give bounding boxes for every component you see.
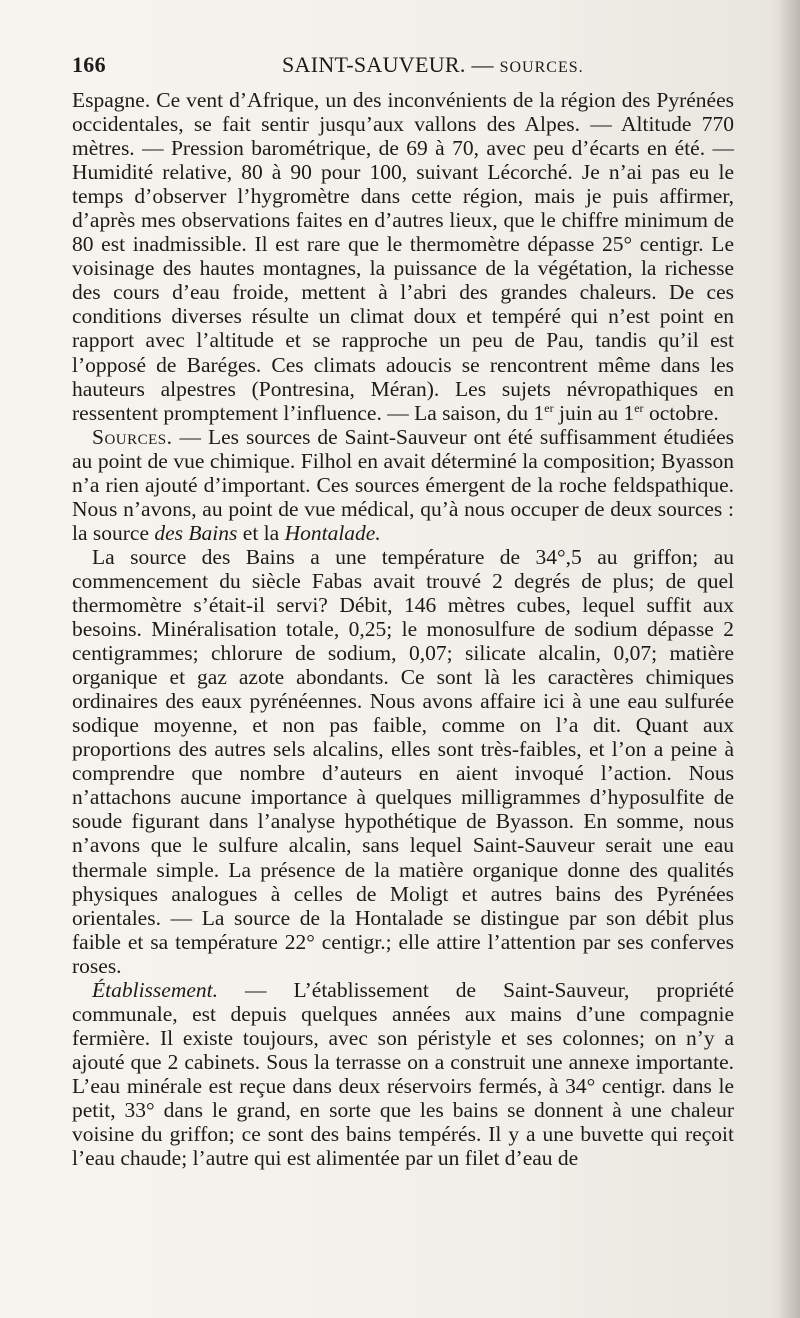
- section-lead-sources: Sources.: [92, 424, 173, 449]
- paragraph-climate-mid: juin au 1: [553, 400, 635, 425]
- paragraph-sources-text: — Les sources de Saint-Sauveur ont été suffisamment étudiées au point de vue chimique. Filhol en avait déterminé la composition; Byasson n’a rien ajouté d’important. Ces sources émergent de la roche feldspathique. Nous n’avons, au point de vue médical, qu’à nous occuper de deux sources : la source: [72, 424, 734, 545]
- paragraph-climate-end: octobre.: [643, 400, 719, 425]
- page-header: [72, 52, 732, 86]
- ordinal-sup: er: [544, 400, 554, 415]
- paragraph-sources-conj: et la: [237, 520, 285, 545]
- paragraph-etablissement: [72, 978, 734, 1170]
- running-section: SOURCES.: [499, 59, 584, 76]
- page-number: 166: [72, 52, 106, 77]
- paragraph-source-bains: La source des Bains a une température de 34°,5 au griffon; au commencement du siècle Fabas avait trouvé 2 degrés de plus; de quel thermomètre s’était-il servi? Débit, 146 mètres cubes, lequel suffit aux besoins. Minéralisation totale, 0,25; le monosulfure de sodium dépasse 2 centigrammes; chlorure de sodium, 0,07; silicate alcalin, 0,07; matière organique et gaz azote abondants. Ce sont là les caractères chimiques ordinaires des eaux pyrénéennes. Nous avons affaire ici à une eau sulfurée sodique moyenne, et non pas faible, comme on l’a dit. Quant aux proportions des autres sels alcalins, elles sont très-faibles, et l’on a peine à comprendre que nombre d’auteurs en aient invoqué l’action. Nous n’attachons aucune importance à quelques milligrammes d’hyposulfite de soude figurant dans l’analyse hypothétique de Byasson. En somme, nous n’avons que le sulfure alcalin, sans lequel Saint-Sauveur serait une eau thermale simple. La présence de la matière organique donne des qualités physiques analogues à celles de Moligt et autres bains des Pyrénées orientales. — La source de la Hontalade se distingue par son débit plus faible et sa température 22° centigr.; elle attire l’attention par ses conferves roses.: [72, 544, 734, 978]
- body-text: [72, 88, 734, 1170]
- source-name-hontalade: Hontalade.: [284, 520, 381, 545]
- paragraph-sources: [72, 425, 734, 545]
- paragraph-climate-text: Espagne. Ce vent d’Afrique, un des inconvénients de la région des Pyrénées occidentales, se fait sentir jusqu’aux vallons des Alpes. — Altitude 770 mètres. — Pression barométrique, de 69 à 70, avec peu d’écarts en été. — Humidité relative, 80 à 90 pour 100, suivant Lécorché. Je n’ai pas eu le temps d’observer l’hygromètre dans cette région, mais je puis affirmer, d’après mes observations faites en d’autres lieux, que le chiffre minimum de 80 est inadmissible. Il est rare que le thermomètre dépasse 25° centigr. Le voisinage des hautes montagnes, la puissance de la végétation, la richesse des cours d’eau froide, mettent à l’abri des grandes chaleurs. De ces conditions diverses résulte un climat doux et tempéré qui n’est point en rapport avec l’altitude et se rapproche un peu de Pau, tandis qu’il est l’opposé de Baréges. Ces climats adoucis se rencontrent même dans les hauteurs alpestres (Pontresina, Méran). Les sujets névropathiques en ressentent promptement l’influence. — La saison, du 1: [72, 88, 734, 425]
- page-gutter-shadow: [778, 0, 800, 1318]
- section-lead-etablissement: Établissement.: [92, 977, 218, 1002]
- ordinal-sup: er: [634, 400, 644, 415]
- paragraph-etablissement-text: — L’établissement de Saint-Sauveur, propriété communale, est depuis quelques années aux mains d’une compagnie fermière. Il existe toujours, avec son péristyle et ses colonnes; on n’y a ajouté que 2 cabinets. Sous la terrasse on a construit une annexe importante. L’eau minérale est reçue dans deux réservoirs fermés, à 34° centigr. dans le petit, 33° dans le grand, en sorte que les bains se donnent à une chaleur voisine du griffon; ce sont des bains tempérés. Il y a une buvette qui reçoit l’eau chaude; l’autre qui est alimentée par un filet d’eau de: [72, 977, 734, 1171]
- source-name-bains: des Bains: [154, 520, 238, 545]
- running-title: SAINT-SAUVEUR.: [282, 52, 466, 77]
- paragraph-climate: [72, 88, 734, 425]
- running-dash: —: [465, 52, 500, 77]
- running-head: [282, 52, 584, 78]
